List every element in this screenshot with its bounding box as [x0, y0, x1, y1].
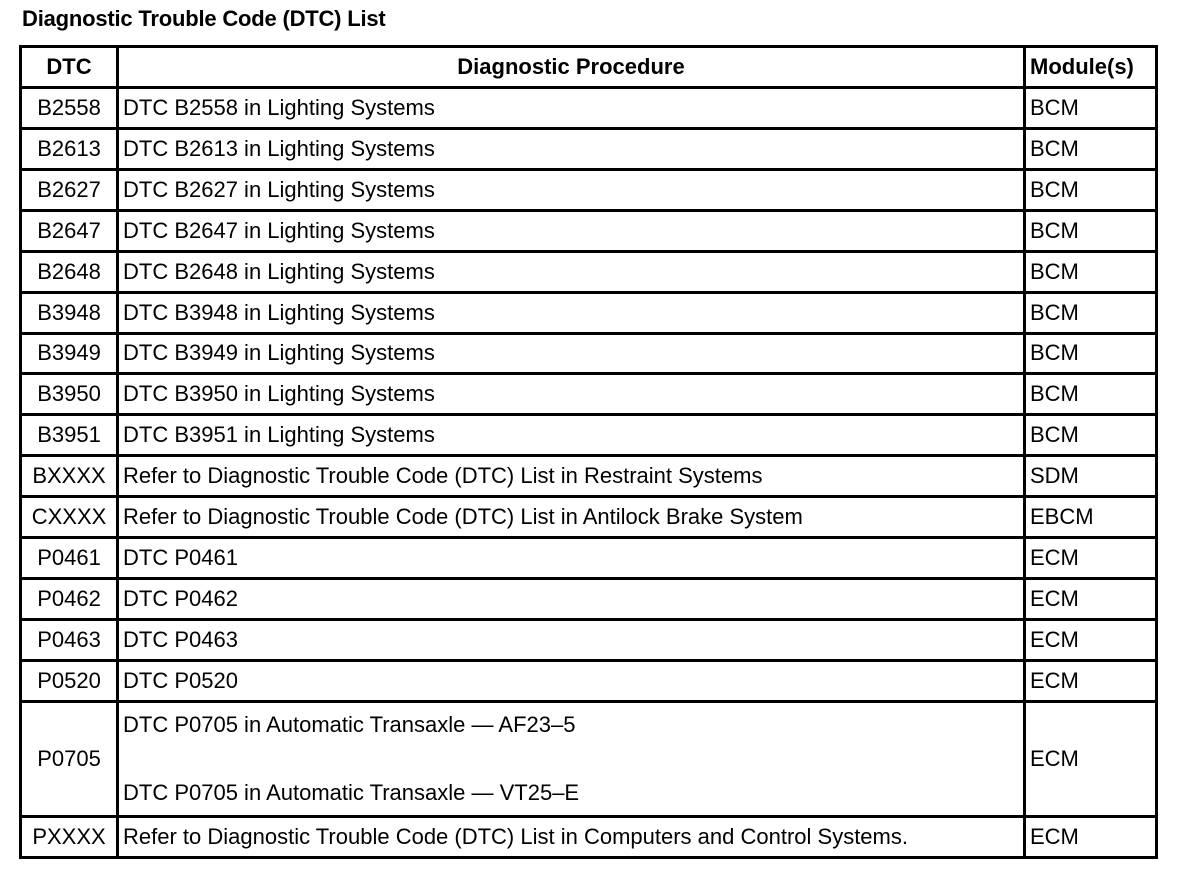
table-body [21, 88, 1157, 858]
dtc-code-cell: B3951 [21, 415, 118, 456]
module-cell: ECM [1025, 538, 1157, 579]
procedure-link-text: DTC P0463 [123, 626, 238, 652]
table-row [21, 333, 1157, 374]
procedure-cell [118, 210, 1025, 251]
dtc-code-cell: PXXXX [21, 817, 118, 858]
dtc-code-cell: P0705 [21, 701, 118, 816]
procedure-cell [118, 292, 1025, 333]
table-row [21, 415, 1157, 456]
procedure-cell [118, 497, 1025, 538]
procedure-link-text: DTC P0705 in Automatic Transaxle — VT25–E [123, 779, 580, 805]
module-cell: SDM [1025, 456, 1157, 497]
module-cell: ECM [1025, 701, 1157, 816]
dtc-code-cell: B2648 [21, 251, 118, 292]
table-header-row [21, 47, 1157, 88]
table-row [21, 210, 1157, 251]
table-row [21, 579, 1157, 620]
procedure-link-text: DTC B3950 in Lighting Systems [123, 381, 435, 407]
procedure-cell [118, 128, 1025, 169]
module-cell: BCM [1025, 169, 1157, 210]
module-cell: BCM [1025, 415, 1157, 456]
dtc-code-cell: P0463 [21, 619, 118, 660]
module-cell: BCM [1025, 374, 1157, 415]
module-cell: BCM [1025, 88, 1157, 129]
dtc-code-cell: B2627 [21, 169, 118, 210]
header-procedure: Diagnostic Procedure [118, 47, 1025, 88]
page-title: Diagnostic Trouble Code (DTC) List [22, 6, 386, 31]
module-cell: BCM [1025, 210, 1157, 251]
table-row [21, 128, 1157, 169]
procedure-link-text: DTC B2613 in Lighting Systems [123, 135, 435, 161]
procedure-link-text: Refer to Diagnostic Trouble Code (DTC) List in Computers and Control Systems. [123, 824, 908, 850]
table-row [21, 701, 1157, 816]
procedure-cell [118, 415, 1025, 456]
procedure-link-text: DTC B3948 in Lighting Systems [123, 299, 435, 325]
header-module: Module(s) [1025, 47, 1157, 88]
dtc-code-cell: B3948 [21, 292, 118, 333]
procedure-link-text: DTC P0520 [123, 667, 238, 693]
procedure-cell [118, 456, 1025, 497]
dtc-code-cell: P0462 [21, 579, 118, 620]
module-cell: EBCM [1025, 497, 1157, 538]
dtc-code-cell: P0461 [21, 538, 118, 579]
procedure-cell [118, 660, 1025, 701]
procedure-link-text: DTC B2647 in Lighting Systems [123, 217, 435, 243]
procedure-link-text: DTC B2648 in Lighting Systems [123, 258, 435, 284]
procedure-cell [118, 374, 1025, 415]
procedure-cell [118, 169, 1025, 210]
procedure-cell [118, 88, 1025, 129]
procedure-link-text: Refer to Diagnostic Trouble Code (DTC) List in Restraint Systems [123, 463, 763, 489]
procedure-cell [118, 333, 1025, 374]
procedure-link-text: DTC P0462 [123, 586, 238, 612]
procedure-cell [118, 579, 1025, 620]
module-cell: ECM [1025, 579, 1157, 620]
module-cell: BCM [1025, 333, 1157, 374]
table-row [21, 374, 1157, 415]
header-dtc: DTC [21, 47, 118, 88]
table-row [21, 169, 1157, 210]
procedure-cell [118, 251, 1025, 292]
dtc-code-cell: B2558 [21, 88, 118, 129]
module-cell: BCM [1025, 251, 1157, 292]
procedure-link-text: DTC B2627 in Lighting Systems [123, 176, 435, 202]
dtc-code-cell: B2613 [21, 128, 118, 169]
procedure-cell [118, 817, 1025, 858]
module-cell: ECM [1025, 660, 1157, 701]
procedure-link-text: DTC B3951 in Lighting Systems [123, 422, 435, 448]
dtc-code-cell: B3950 [21, 374, 118, 415]
module-cell: ECM [1025, 817, 1157, 858]
table-row [21, 497, 1157, 538]
table-row [21, 292, 1157, 333]
procedure-cell [118, 619, 1025, 660]
table-row [21, 817, 1157, 858]
procedure-link-text: DTC B2558 in Lighting Systems [123, 94, 435, 120]
table-row [21, 88, 1157, 129]
procedure-cell [118, 701, 1025, 816]
dtc-code-cell: CXXXX [21, 497, 118, 538]
dtc-code-cell: P0520 [21, 660, 118, 701]
procedure-cell [118, 538, 1025, 579]
dtc-code-cell: BXXXX [21, 456, 118, 497]
table-row [21, 456, 1157, 497]
procedure-link-text: DTC P0705 in Automatic Transaxle — AF23–5 [123, 711, 576, 737]
dtc-code-cell: B3949 [21, 333, 118, 374]
table-row [21, 619, 1157, 660]
module-cell: ECM [1025, 619, 1157, 660]
procedure-link-text: DTC P0461 [123, 545, 238, 571]
dtc-code-cell: B2647 [21, 210, 118, 251]
table-row [21, 251, 1157, 292]
module-cell: BCM [1025, 128, 1157, 169]
dtc-table [19, 45, 1158, 859]
procedure-link-text: DTC B3949 in Lighting Systems [123, 340, 435, 366]
table-row [21, 660, 1157, 701]
module-cell: BCM [1025, 292, 1157, 333]
procedure-link-text: Refer to Diagnostic Trouble Code (DTC) List in Antilock Brake System [123, 504, 803, 530]
table-row [21, 538, 1157, 579]
